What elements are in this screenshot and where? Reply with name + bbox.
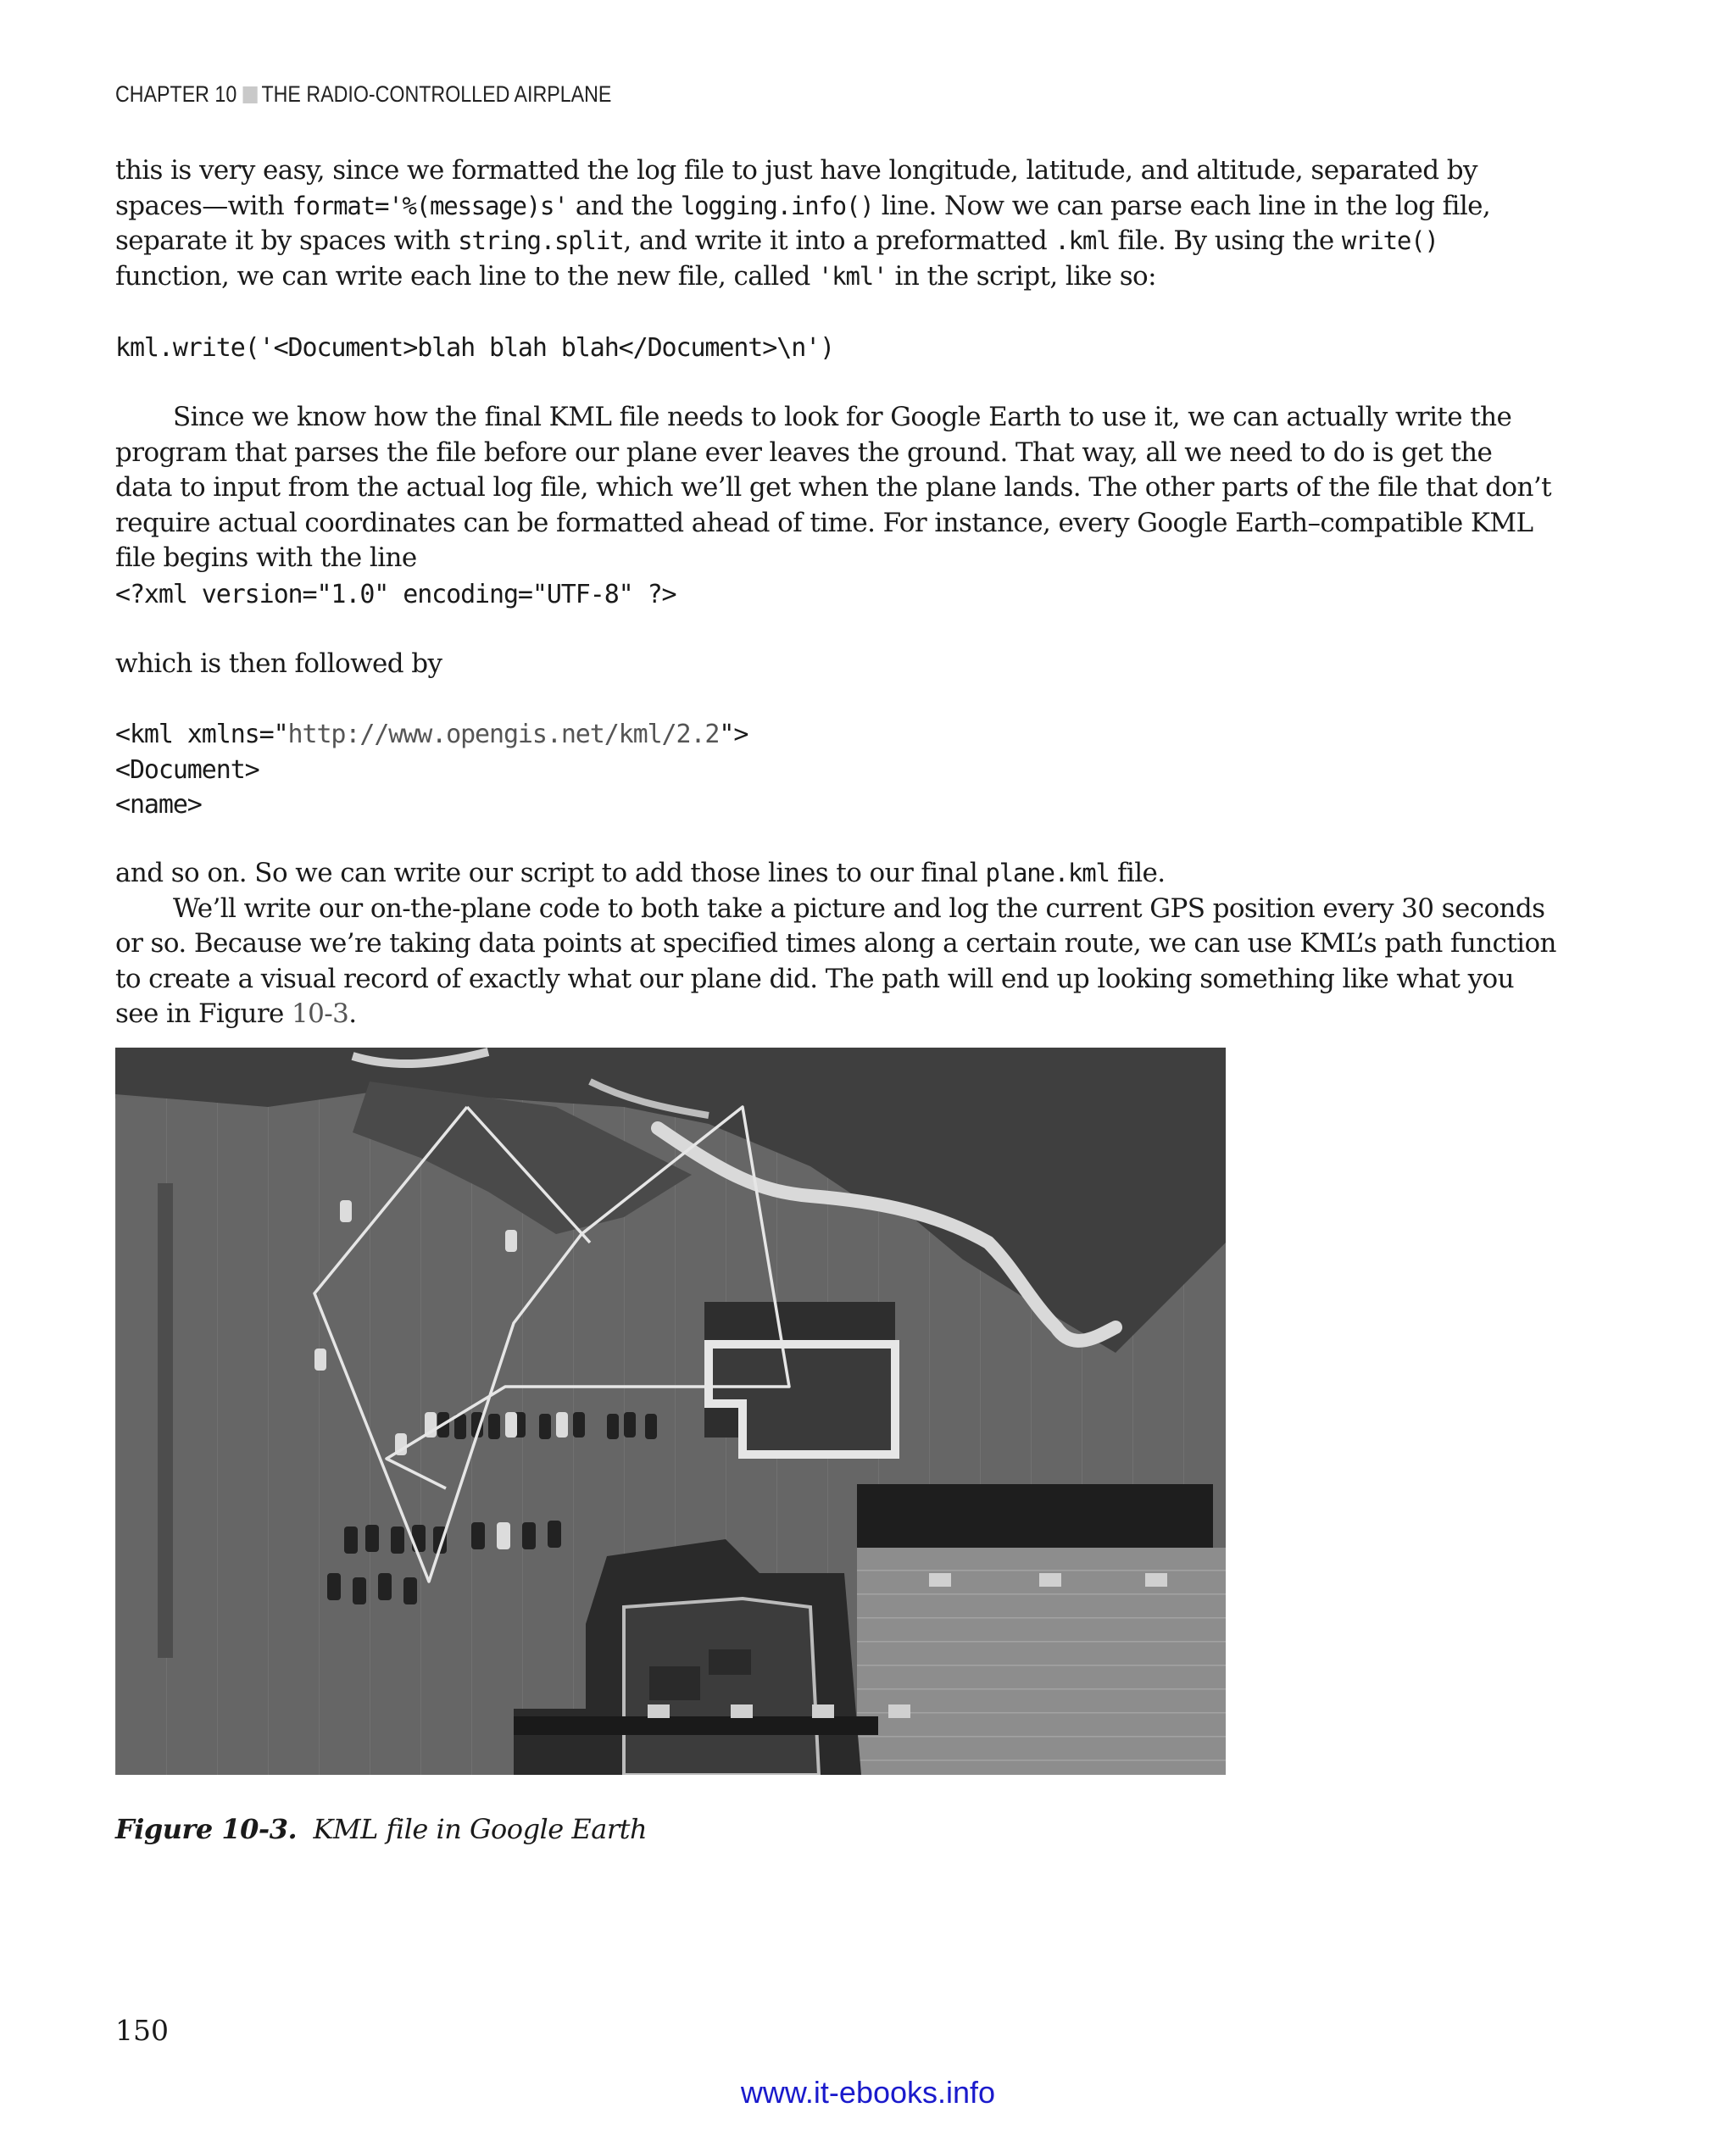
inline-code: plane.kml [985,859,1110,887]
text: line. Now we can parse each line in the log file, separate it by spaces with [115,190,1491,256]
aerial-photo [115,1048,1226,1775]
paragraph-3 [115,647,1556,682]
paragraph-text: Since we know how the final KML file needs to look for Google Earth to use it, we can actually write the program that parses the file before our plane ever leaves the ground. That way, all we need to do is get the data to input from the actual log file, which we’ll get when the plane lands. The other parts of the file that don’t require actual coordinates can be formatted ahead of time. For instance, every Google Earth–compatible KML file begins with the line [115,402,1551,573]
code-block-kml-header [115,717,748,823]
code-block-write: kml.write('<Document>blah blah blah</Document>\n') [115,333,835,363]
code-block-xml-declaration: <?xml version="1.0" encoding="UTF-8" ?> [115,580,676,609]
namespace-url: http://www.opengis.net/kml/2.2 [287,720,720,749]
aerial-photo-figure [115,1048,1226,1775]
page-number: 150 [115,2014,169,2047]
text: function, we can write each line to the new file, called [115,260,818,292]
text: and the [567,190,681,221]
inline-code: 'kml' [817,261,887,291]
paragraph-4 [115,856,1556,1032]
figure-caption [115,1813,647,1845]
code-text: "> [719,720,748,749]
running-header [115,81,611,108]
text: We’ll write our on-the-plane code to both take a picture and log the current GPS position every 30 seconds or so. Because we’re taking data points at specified times along a certain route, we can use KML’s path function to create a visual record of exactly what our plane did. The path will end up looking something like what you see in Figure [115,893,1556,1029]
inline-code: format='%(message)s' [292,191,568,220]
paragraph-1 [115,153,1556,294]
text: . [348,998,357,1029]
inline-code: logging.info() [680,191,874,220]
footer-link[interactable]: www.it-ebooks.info [740,2075,996,2110]
text: this is very easy, since we formatted the log file to just have longitude, latitude, and altitude, separated by spaces—with [115,155,1477,221]
inline-code: write() [1341,226,1438,255]
code-text: <kml xmlns=" [115,720,288,749]
header-square-icon [242,86,257,103]
chapter-title: THE RADIO-CONTROLLED AIRPLANE [261,81,612,107]
text: file. By using the [1110,225,1342,256]
text: and so on. So we can write our script to add those lines to our final [115,858,986,888]
text: file. [1109,858,1166,888]
paragraph-2 [115,400,1556,576]
paragraph-text: which is then followed by [115,648,442,679]
chapter-label: CHAPTER 10 [115,81,237,107]
inline-code: .kml [1054,226,1110,255]
code-text: <Document> [115,754,259,785]
inline-code: string.split [458,226,624,255]
figure-label: Figure 10-3. [115,1813,298,1845]
code-text: <name> [115,790,202,820]
text: in the script, like so: [887,260,1156,292]
text: , and write it into a preformatted [623,225,1055,256]
figure-caption-text: KML file in Google Earth [313,1813,648,1845]
figure-reference-link[interactable]: 10-3 [292,998,349,1029]
